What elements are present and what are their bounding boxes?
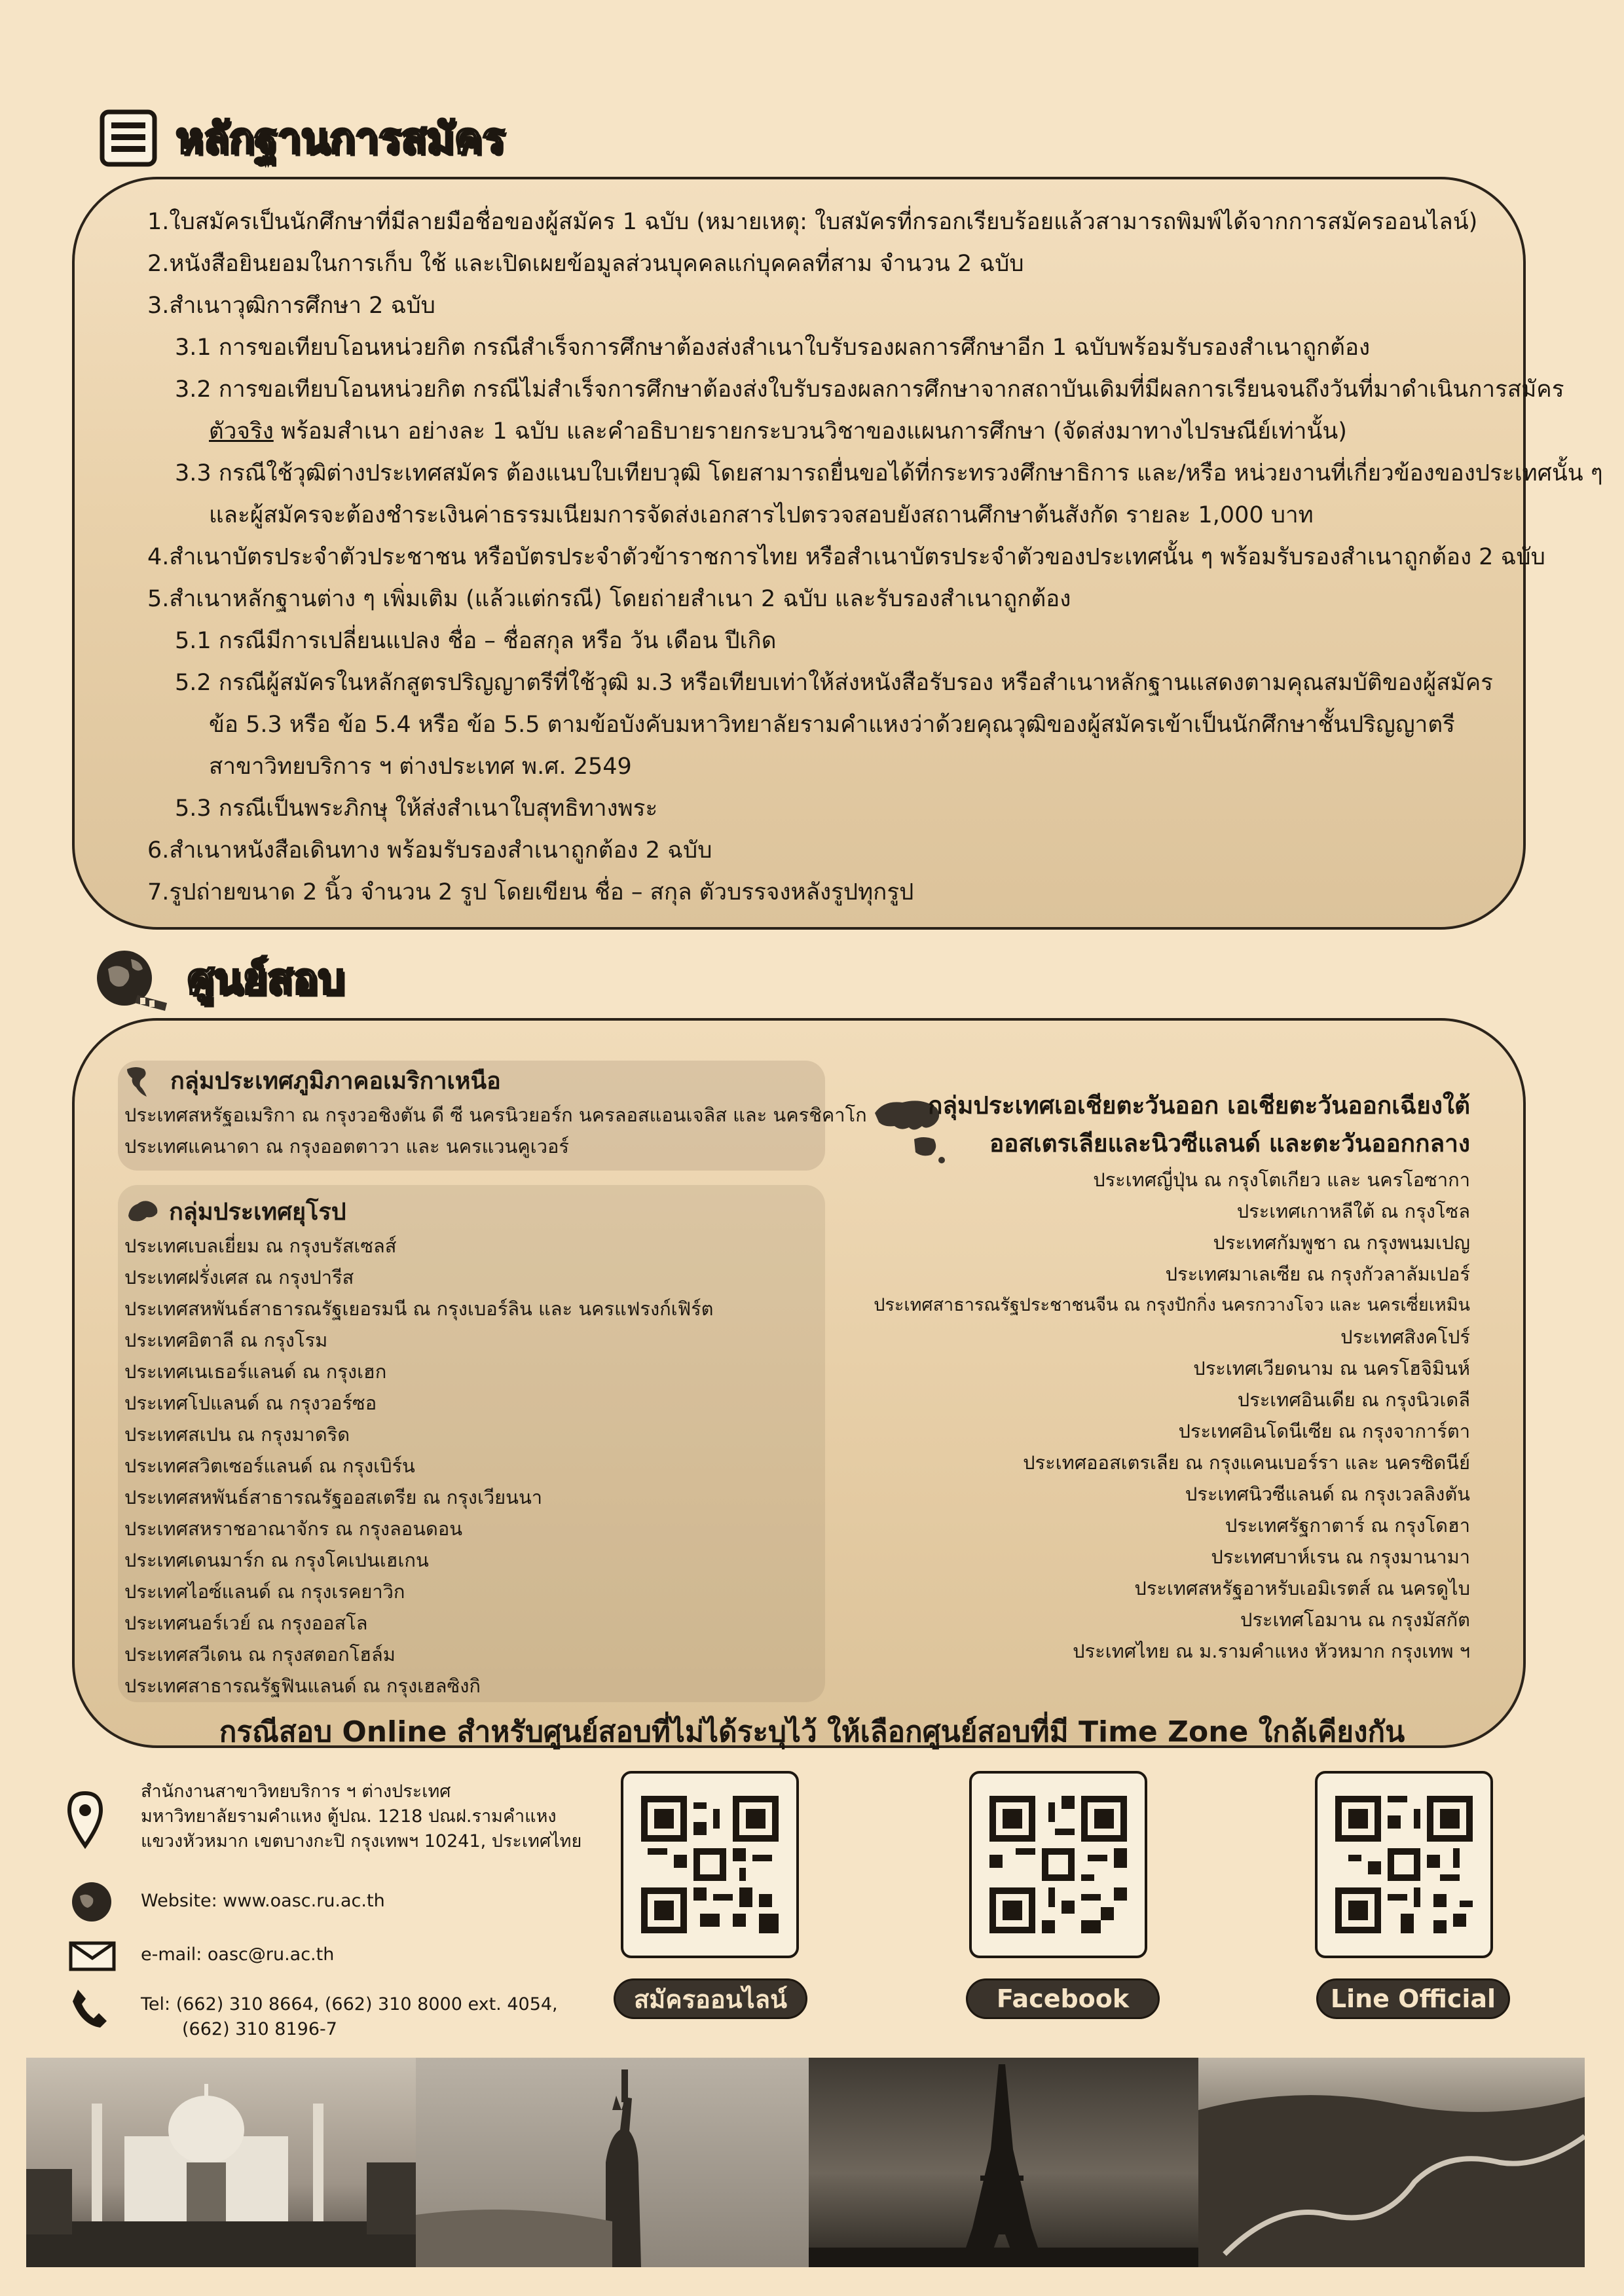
- exam-centers-header: [92, 943, 344, 1015]
- asia-heading: [881, 1087, 1470, 1163]
- doc-item: 3.2 การขอเทียบโอนหน่วยกิต กรณีไม่สำเร็จการศึกษาต้องส่งใบรับรองผลการศึกษาจากสถาบันเดิมที่มีผลการเรียนจนถึงวันที่มาดำเนินการสมัคร: [175, 376, 1564, 403]
- envelope-icon: [69, 1941, 116, 1971]
- center-item: ประเทศสหพันธ์สาธารณรัฐเยอรมนี ณ กรุงเบอร์ลิน และ นครแฟรงก์เฟิร์ต: [124, 1298, 714, 1320]
- asia-title-line2: ออสเตรเลียและนิวซีแลนด์ และตะวันออกกลาง: [989, 1129, 1470, 1157]
- statue-of-liberty-photo: [416, 2058, 809, 2267]
- center-item: ประเทศญี่ปุ่น ณ กรุงโตเกียว และ นครโอซากา: [1093, 1169, 1470, 1191]
- center-item: ประเทศไอซ์แลนด์ ณ กรุงเรคยาวิก: [124, 1580, 405, 1603]
- doc-item: 2.หนังสือยินยอมในการเก็บ ใช้ และเปิดเผยข้อมูลส่วนบุคคลแก่บุคคลที่สาม จำนวน 2 ฉบับ: [147, 251, 1024, 277]
- qr-code-icon: [989, 1796, 1127, 1933]
- center-item: ประเทศไทย ณ ม.รามคำแหง หัวหมาก กรุงเทพ ฯ: [1073, 1640, 1470, 1662]
- doc-item: 5.สำเนาหลักฐานต่าง ๆ เพิ่มเติม (แล้วแต่กรณี) โดยถ่ายสำเนา 2 ฉบับ และรับรองสำเนาถูกต้อง: [147, 586, 1071, 612]
- address-line1: สำนักงานสาขาวิทยบริการ ฯ ต่างประเทศ: [141, 1781, 451, 1802]
- phone-icon: [69, 1987, 108, 2030]
- center-item: ประเทศอินเดีย ณ กรุงนิวเดลี: [1237, 1389, 1470, 1411]
- globe-small-icon: [65, 1879, 118, 1925]
- center-item: ประเทศบาห์เรน ณ กรุงมานามา: [1211, 1546, 1470, 1568]
- location-pin-icon: [65, 1791, 105, 1850]
- center-item: ประเทศสหราชอาณาจักร ณ กรุงลอนดอน: [124, 1518, 463, 1540]
- eiffel-tower-photo: [809, 2058, 1198, 2267]
- tel-line1: Tel: (662) 310 8664, (662) 310 8000 ext. 4054,: [141, 1994, 558, 2014]
- doc-item: และผู้สมัครจะต้องชำระเงินค่าธรรมเนียมการจัดส่งเอกสารไปตรวจสอบยังสถานศึกษาต้นสังกัด รายละ 1,000 บาท: [209, 502, 1314, 528]
- center-item: ประเทศสหพันธ์สาธารณรัฐออสเตรีย ณ กรุงเวียนนา: [124, 1486, 543, 1508]
- address-line2: มหาวิทยาลัยรามคำแหง ตู้ปณ. 1218 ปณฝ.รามคำแหง: [141, 1806, 557, 1827]
- qr-code-apply-online[interactable]: [621, 1771, 799, 1958]
- center-item: ประเทศกัมพูชา ณ กรุงพนมเปญ: [1213, 1231, 1470, 1254]
- asia-title-line1: กลุ่มประเทศเอเชียตะวันออก เอเชียตะวันออกเฉียงใต้: [927, 1091, 1470, 1120]
- doc-item: 7.รูปถ่ายขนาด 2 นิ้ว จำนวน 2 รูป โดยเขียน ชื่อ – สกุล ตัวบรรจงหลังรูปทุกรูป: [147, 879, 914, 905]
- americas-map-icon: [124, 1064, 164, 1098]
- doc-item: 6.สำเนาหนังสือเดินทาง พร้อมรับรองสำเนาถูกต้อง 2 ฉบับ: [147, 837, 712, 864]
- center-item: ประเทศสเปน ณ กรุงมาดริด: [124, 1423, 350, 1446]
- center-item: ประเทศเนเธอร์แลนด์ ณ กรุงเฮก: [124, 1360, 387, 1383]
- doc-item: 3.สำเนาวุฒิการศึกษา 2 ฉบับ: [147, 293, 435, 319]
- document-icon: [98, 108, 158, 168]
- doc-underlined: ตัวจริง: [209, 418, 274, 445]
- center-item: ประเทศสวีเดน ณ กรุงสตอกโฮล์ม: [124, 1643, 396, 1666]
- center-item: ประเทศสหรัฐอาหรับเอมิเรตส์ ณ นครดูไบ: [1134, 1577, 1470, 1599]
- online-exam-note: กรณีสอบ Online สำหรับศูนย์สอบที่ไม่ได้ระบุไว้ ให้เลือกศูนย์สอบที่มี Time Zone ใกล้เคียงกัน: [219, 1715, 1405, 1749]
- center-item: ประเทศสิงคโปร์: [1340, 1326, 1470, 1348]
- asia-list: [874, 1164, 1470, 1667]
- center-item: ประเทศสาธารณรัฐฟินแลนด์ ณ กรุงเฮลซิงกิ: [124, 1675, 481, 1697]
- center-item: ประเทศสหรัฐอเมริกา ณ กรุงวอชิงตัน ดี ซี นครนิวยอร์ก นครลอสแอนเจลิส และ นครชิคาโก: [124, 1104, 867, 1126]
- facebook-button[interactable]: Facebook: [966, 1978, 1160, 2019]
- center-item: ประเทศรัฐกาตาร์ ณ กรุงโดฮา: [1225, 1514, 1470, 1537]
- europe-list: [124, 1230, 714, 1702]
- doc-item: ข้อ 5.3 หรือ ข้อ 5.4 หรือ ข้อ 5.5 ตามข้อบังคับมหาวิทยาลัยรามคำแหงว่าด้วยคุณวุฒิของผู้สมัครเข้าเป็นนักศึกษาชั้นปริญญาตรี: [209, 712, 1455, 738]
- europe-title: กลุ่มประเทศยุโรป: [169, 1199, 346, 1226]
- center-item: ประเทศสวิตเซอร์แลนด์ ณ กรุงเบิร์น: [124, 1455, 415, 1477]
- doc-item-rest: พร้อมสำเนา อย่างละ 1 ฉบับ และคำอธิบายรายกระบวนวิชาของแผนการศึกษา (จัดส่งมาทางไปรษณีย์เท่านั้น): [273, 418, 1347, 445]
- line-official-button[interactable]: Line Official: [1316, 1978, 1510, 2019]
- center-item: ประเทศนิวซีแลนด์ ณ กรุงเวลลิงตัน: [1185, 1483, 1470, 1505]
- qr-code-line-official[interactable]: [1315, 1771, 1493, 1958]
- documents-header: [98, 105, 505, 172]
- doc-item: 4.สำเนาบัตรประจำตัวประชาชน หรือบัตรประจำตัวข้าราชการไทย หรือสำเนาบัตรประจำตัวของประเทศนั้น ๆ พร้อมรับรองสำเนาถูกต้อง 2 ฉบับ: [147, 544, 1545, 570]
- website[interactable]: Website: www.oasc.ru.ac.th: [141, 1891, 385, 1911]
- north-america-group: [124, 1062, 867, 1162]
- address-line3: แขวงหัวหมาก เขตบางกะปิ กรุงเทพฯ 10241, ประเทศไทย: [141, 1831, 582, 1851]
- qr-code-icon: [641, 1796, 779, 1933]
- center-item: ประเทศเบลเยี่ยม ณ กรุงบรัสเซลส์: [124, 1235, 397, 1257]
- europe-group: [124, 1193, 714, 1702]
- center-item: ประเทศอินโดนีเซีย ณ กรุงจาการ์ตา: [1178, 1420, 1470, 1442]
- doc-item: 3.3 กรณีใช้วุฒิต่างประเทศสมัคร ต้องแนบใบเทียบวุฒิ โดยสามารถยื่นขอได้ที่กระทรวงศึกษาธิการ และ/หรือ หน่วยงานที่เกี่ยวข้องของประเทศนั้น ๆ: [175, 460, 1603, 486]
- taj-mahal-photo: [26, 2058, 416, 2267]
- documents-title: หลักฐานการสมัคร: [175, 115, 505, 163]
- center-item: ประเทศอิตาลี ณ กรุงโรม: [124, 1329, 328, 1351]
- doc-item: 3.1 การขอเทียบโอนหน่วยกิต กรณีสำเร็จการศึกษาต้องส่งสำเนาใบรับรองผลการศึกษาอีก 1 ฉบับพร้อมรับรองสำเนาถูกต้อง: [175, 335, 1371, 361]
- telephone: [141, 1992, 558, 2042]
- doc-item: [147, 410, 1603, 452]
- doc-item: 1.ใบสมัครเป็นนักศึกษาที่มีลายมือชื่อของผู้สมัคร 1 ฉบับ (หมายเหตุ: ใบสมัครที่กรอกเรียบร้อยแล้วสามารถพิมพ์ได้จากการสมัครออนไลน์): [147, 209, 1478, 235]
- center-item: ประเทศแคนาดา ณ กรุงออตตาวา และ นครแวนคูเวอร์: [124, 1135, 569, 1157]
- address: [141, 1779, 581, 1854]
- north-america-title: กลุ่มประเทศภูมิภาคอเมริกาเหนือ: [170, 1068, 501, 1095]
- north-america-list: [124, 1099, 867, 1162]
- doc-item: 5.2 กรณีผู้สมัครในหลักสูตรปริญญาตรีที่ใช้วุฒิ ม.3 หรือเทียบเท่าให้ส่งหนังสือรับรอง หรือสำเนาหลักฐานแสดงตามคุณสมบัติของผู้สมัคร: [175, 670, 1493, 696]
- europe-map-icon: [124, 1196, 162, 1228]
- north-america-heading: [124, 1062, 867, 1099]
- doc-item: สาขาวิทยบริการ ฯ ต่างประเทศ พ.ศ. 2549: [209, 754, 632, 780]
- tel-line2: (662) 310 8196-7: [182, 2019, 337, 2039]
- email[interactable]: e-mail: oasc@ru.ac.th: [141, 1944, 335, 1965]
- center-item: ประเทศเกาหลีใต้ ณ กรุงโซล: [1236, 1200, 1470, 1222]
- center-item: ประเทศฝรั่งเศส ณ กรุงปารีส: [124, 1266, 354, 1288]
- center-item: ประเทศโอมาน ณ กรุงมัสกัต: [1240, 1609, 1470, 1631]
- center-item: ประเทศออสเตรเลีย ณ กรุงแคนเบอร์รา และ นครซิดนีย์: [1023, 1451, 1470, 1474]
- globe-icon: [92, 943, 170, 1015]
- center-item: ประเทศเดนมาร์ก ณ กรุงโคเปนเฮเกน: [124, 1549, 429, 1571]
- center-item: ประเทศเวียดนาม ณ นครโฮจิมินห์: [1193, 1357, 1470, 1379]
- center-item: ประเทศมาเลเซีย ณ กรุงกัวลาลัมเปอร์: [1165, 1263, 1470, 1285]
- great-wall-photo: [1198, 2058, 1585, 2267]
- center-item: ประเทศโปแลนด์ ณ กรุงวอร์ซอ: [124, 1392, 377, 1414]
- center-item: ประเทศสาธารณรัฐประชาชนจีน ณ กรุงปักกิ่ง นครกวางโจว และ นครเซี่ยเหมิน: [874, 1295, 1470, 1315]
- documents-list: [147, 201, 1603, 913]
- apply-online-button[interactable]: สมัครออนไลน์: [614, 1978, 807, 2019]
- center-item: ประเทศนอร์เวย์ ณ กรุงออสโล: [124, 1612, 368, 1634]
- doc-item: 5.1 กรณีมีการเปลี่ยนแปลง ชื่อ – ชื่อสกุล หรือ วัน เดือน ปีเกิด: [175, 628, 777, 654]
- exam-centers-title: ศูนย์สอบ: [187, 955, 344, 1004]
- qr-code-icon: [1335, 1796, 1473, 1933]
- qr-code-facebook[interactable]: [969, 1771, 1147, 1958]
- europe-heading: [124, 1193, 714, 1230]
- doc-item: 5.3 กรณีเป็นพระภิกษุ ให้ส่งสำเนาใบสุทธิทางพระ: [175, 795, 658, 822]
